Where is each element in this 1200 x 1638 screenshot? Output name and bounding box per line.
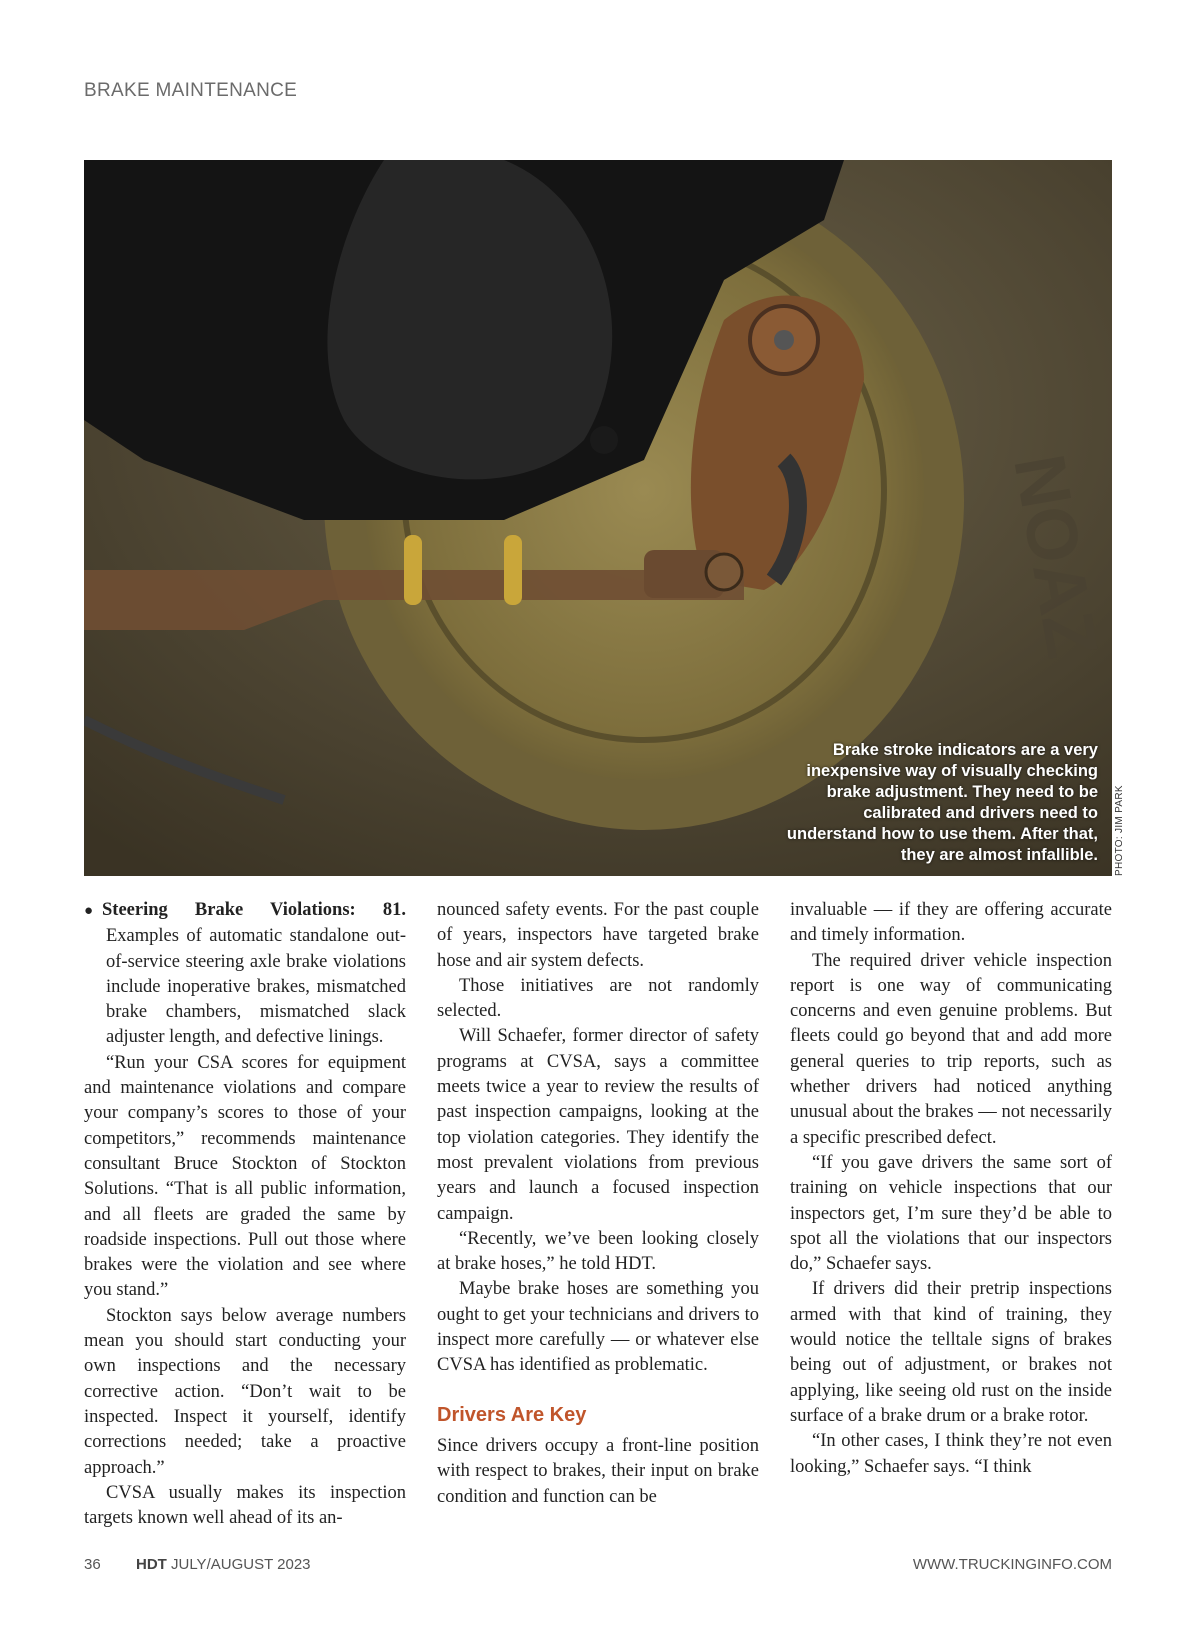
tire-lettering: NOAZ [998,448,1112,664]
magazine-name: HDT [136,1556,167,1573]
photo-credit: PHOTO: JIM PARK [1114,785,1125,876]
bullet-paragraph [84,898,406,1051]
paragraph: “Recently, we’ve been looking closely at brake hoses,” he told HDT. [437,1228,759,1275]
brake-photo [84,160,1112,876]
column-2 [437,898,759,1510]
paragraph: “Run your CSA scores for equipment and maintenance violations and compare your company’s scores to those of your competitors,” recommends maintenance consultant Bruce Stockton of Stockton Solutions. “That is all public information, and all fleets are graded the same by roadside inspections. Pull out those where brakes were the violation and see where you stand.” [84,1052,406,1301]
section-label: BRAKE MAINTENANCE [84,80,298,101]
paragraph: “In other cases, I think they’re not even looking,” Schaefer says. “I think [790,1431,1112,1477]
paragraph: Maybe brake hoses are something you ought to get your technicians and drivers to inspect more carefully — or whatever else CVSA has identified as problematic. [437,1279,759,1376]
paragraph: nounced safety events. For the past couple of years, inspectors have targeted brake hose and air system defects. [437,900,759,971]
paragraph: Since drivers occupy a front-line position with respect to brakes, their input on brake condition and function can be [437,1435,759,1507]
article-body [84,898,1112,1538]
website: WWW.TRUCKINGINFO.COM [912,1556,1112,1573]
page-number: 36 [84,1556,101,1573]
bullet-icon: ● [84,903,94,919]
paragraph: Those initiatives are not randomly selected. [437,975,759,1022]
column-3 [790,898,1112,1480]
stroke-indicator [404,535,422,605]
paragraph: CVSA usually makes its inspection targets known well ahead of its an- [84,1482,406,1529]
paragraph: Stockton says below average numbers mean you should start conducting your own inspections and the necessary corrective action. “Don’t wait to be inspected. Inspect it yourself, identify corrections needed; take a proactive approach.” [84,1305,406,1478]
paragraph: Will Schaefer, former director of safety programs at CVSA, says a committee meets twice a year to review the results of past inspection campaigns, looking at the top violation categories. They identify the most prevalent violations from previous years and launch a focused inspection campaign. [437,1026,759,1224]
bullet-text: Examples of automatic standalone out-of-service steering axle brake violations include inoperative brakes, mismatched brake chambers, mismatched slack adjuster length, and defective linings. [106,926,406,1048]
paragraph: “If you gave drivers the same sort of training on vehicle inspections that our inspectors get, I’m sure they’d be able to spot all the violations that our inspectors do,” Schaefer says. [790,1152,1112,1275]
photo-caption: Brake stroke indicators are a very inexpensive way of visually checking brake adjustment. They need to be calibrated and drivers need to understand how to use them. After that, they are almost infallible. [786,741,1098,864]
column-1 [84,898,406,1531]
paragraph: The required driver vehicle inspection report is one way of communicating concerns and even genuine problems. But fleets could go beyond that and add more general queries to trip reports, such as whether drivers had noticed anything unusual about the brakes — not necessarily a specific prescribed defect. [790,950,1112,1148]
magazine-issue [136,1556,311,1573]
bullet-lead: Steering Brake Violations: 81. [102,900,406,920]
paragraph: invaluable — if they are offering accurate and timely information. [790,900,1112,946]
paragraph: If drivers did their pretrip inspections armed with that kind of training, they would notice the telltale signs of brakes being out of adjustment, or brakes not applying, like seeing old rust on the inside surface of a brake drum or a brake rotor. [790,1279,1112,1426]
issue-date: JULY/AUGUST 2023 [171,1556,311,1573]
subhead: Drivers Are Key [437,1403,587,1426]
